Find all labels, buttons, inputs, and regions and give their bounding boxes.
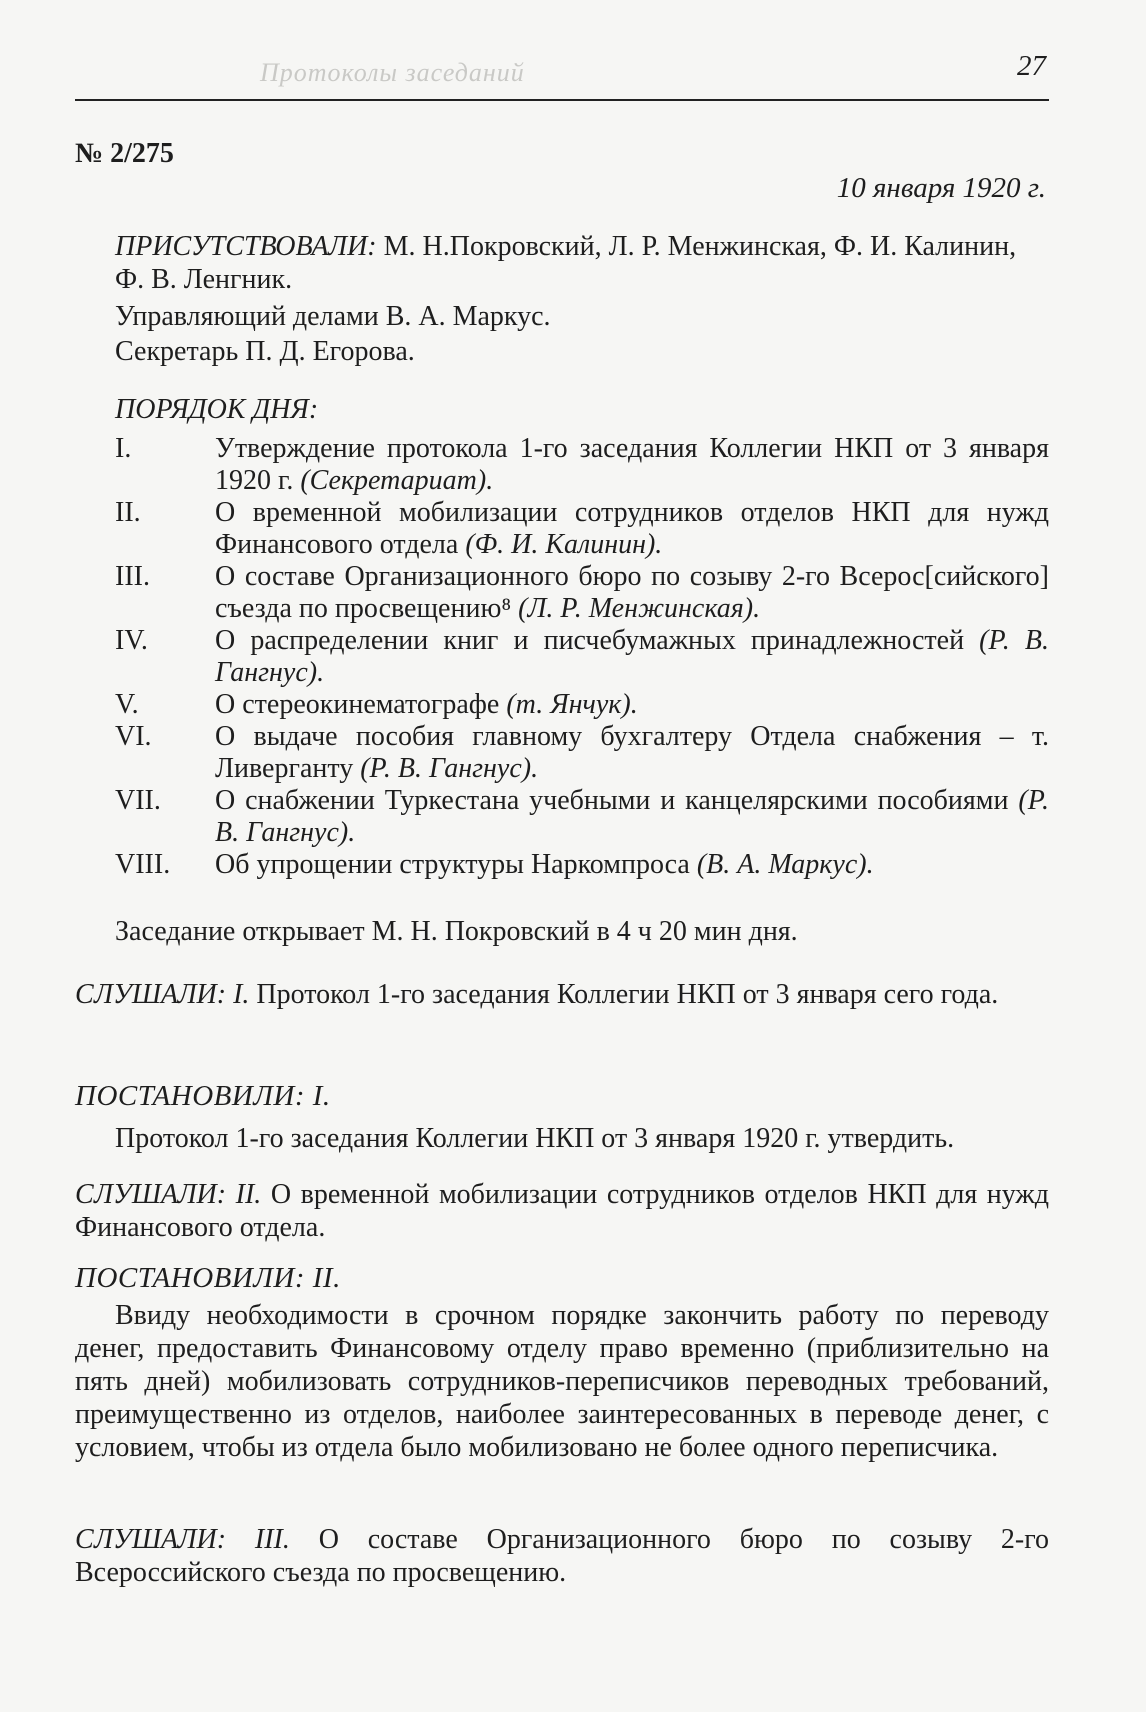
agenda-item <box>115 497 1049 561</box>
secretary-line: Секретарь П. Д. Егорова. <box>115 336 415 367</box>
agenda-item <box>115 625 1049 689</box>
agenda-item-number: V. <box>115 689 139 720</box>
heard-section-2 <box>75 1178 1049 1244</box>
agenda-item <box>115 785 1049 849</box>
document-date: 10 января 1920 г. <box>836 172 1046 204</box>
agenda-item-number: I. <box>115 433 132 464</box>
agenda-item-presenter: (В. А. Маркус). <box>696 849 874 880</box>
agenda-item-topic: О снабжении Туркестана учебными и канцелярскими пособиями <box>215 785 1019 816</box>
heard-text: О составе Организационного бюро по созыву 2-го Всероссийского съезда по просвещению. <box>75 1524 1050 1588</box>
resolved-label: ПОСТАНОВИЛИ: II. <box>75 1262 341 1294</box>
header-rule <box>75 99 1049 101</box>
agenda-item-presenter: (Ф. И. Калинин). <box>465 529 663 560</box>
agenda-label: ПОРЯДОК ДНЯ: <box>115 394 319 425</box>
attendees-label: ПРИСУТСТВОВАЛИ: <box>115 231 377 262</box>
page-number: 27 <box>1017 50 1046 82</box>
running-header: Протоколы заседаний <box>260 58 525 87</box>
agenda-item <box>115 433 1049 497</box>
agenda-item-text <box>215 433 1049 497</box>
opening-line: Заседание открывает М. Н. Покровский в 4 ч 20 мин дня. <box>115 916 798 947</box>
agenda-item-text <box>215 625 1049 689</box>
agenda-item-presenter: (Р. В. Гангнус). <box>360 753 539 784</box>
manager-line: Управляющий делами В. А. Маркус. <box>115 301 551 332</box>
agenda-item-number: II. <box>115 497 141 528</box>
agenda-item-text <box>215 689 1049 721</box>
agenda-item <box>115 849 1049 881</box>
agenda-item <box>115 721 1049 785</box>
agenda-item-text <box>215 497 1049 561</box>
agenda-item <box>115 689 1049 721</box>
agenda-item-text <box>215 785 1049 849</box>
resolved-text: Ввиду необходимости в срочном порядке закончить работу по переводу денег, предоставить Финансовому отделу право временно (приблизительно на пять дней) мобилизовать сотрудников-переписчиков переводных требований, преимущественно из отделов, наиболее заинтересованных в переводе денег, с условием, чтобы из отдела было мобилизовано не более одного переписчика. <box>75 1300 1049 1463</box>
agenda-item <box>115 561 1049 625</box>
attendees <box>115 230 1049 296</box>
agenda-item-text <box>215 849 1049 881</box>
agenda-item-presenter: (Р. В. Гангнус). <box>215 785 1049 848</box>
heard-label: СЛУШАЛИ: II. <box>75 1179 262 1210</box>
heard-label: СЛУШАЛИ: III. <box>75 1524 290 1555</box>
attendees-names: М. Н.Покровский, Л. Р. Менжинская, Ф. И. Калинин, Ф. В. Ленгник. <box>115 231 1017 295</box>
agenda-item-presenter: (Секретариат). <box>300 465 494 496</box>
agenda-item-topic: О стереокинематографе <box>215 689 507 720</box>
agenda-item-topic: Об упрощении структуры Наркомпроса <box>215 849 697 880</box>
document-number: № 2/275 <box>75 138 174 169</box>
agenda-item-number: VI. <box>115 721 152 752</box>
agenda-item-number: III. <box>115 561 150 592</box>
agenda-item-topic: О выдаче пособия главному бухгалтеру Отдела снабжения – т. Ливерганту <box>215 721 1049 784</box>
agenda-item-text <box>215 561 1049 625</box>
agenda-item-topic: О временной мобилизации сотрудников отделов НКП для нужд Финансового отдела <box>215 497 1049 560</box>
agenda-list <box>115 433 1049 881</box>
heard-text: Протокол 1-го заседания Коллегии НКП от 3 января сего года. <box>249 979 999 1010</box>
heard-text: О временной мобилизации сотрудников отделов НКП для нужд Финансового отдела. <box>75 1179 1049 1243</box>
agenda-item-presenter: (Р. В. Гангнус). <box>215 625 1049 688</box>
heard-section-3 <box>75 1523 1049 1589</box>
agenda-item-presenter: (т. Янчук). <box>506 689 638 720</box>
heard-section-1 <box>75 978 1049 1011</box>
agenda-item-presenter: (Л. Р. Менжинская). <box>518 593 761 624</box>
agenda-item-topic: Утверждение протокола 1-го заседания Коллегии НКП от 3 января 1920 г. <box>215 433 1049 496</box>
resolved-label: ПОСТАНОВИЛИ: I. <box>75 1080 331 1112</box>
agenda-item-number: VII. <box>115 785 161 816</box>
agenda-item-topic: О составе Организационного бюро по созыву 2-го Всерос[сийского] съезда по просвещению⁸ <box>215 561 1049 624</box>
heard-label: СЛУШАЛИ: I. <box>75 979 250 1010</box>
agenda-item-number: VIII. <box>115 849 171 880</box>
agenda-item-number: IV. <box>115 625 148 656</box>
agenda-item-topic: О распределении книг и писчебумажных принадлежностей <box>215 625 980 656</box>
resolved-text: Протокол 1-го заседания Коллегии НКП от 3 января 1920 г. утвердить. <box>115 1123 955 1154</box>
agenda-item-text <box>215 721 1049 785</box>
